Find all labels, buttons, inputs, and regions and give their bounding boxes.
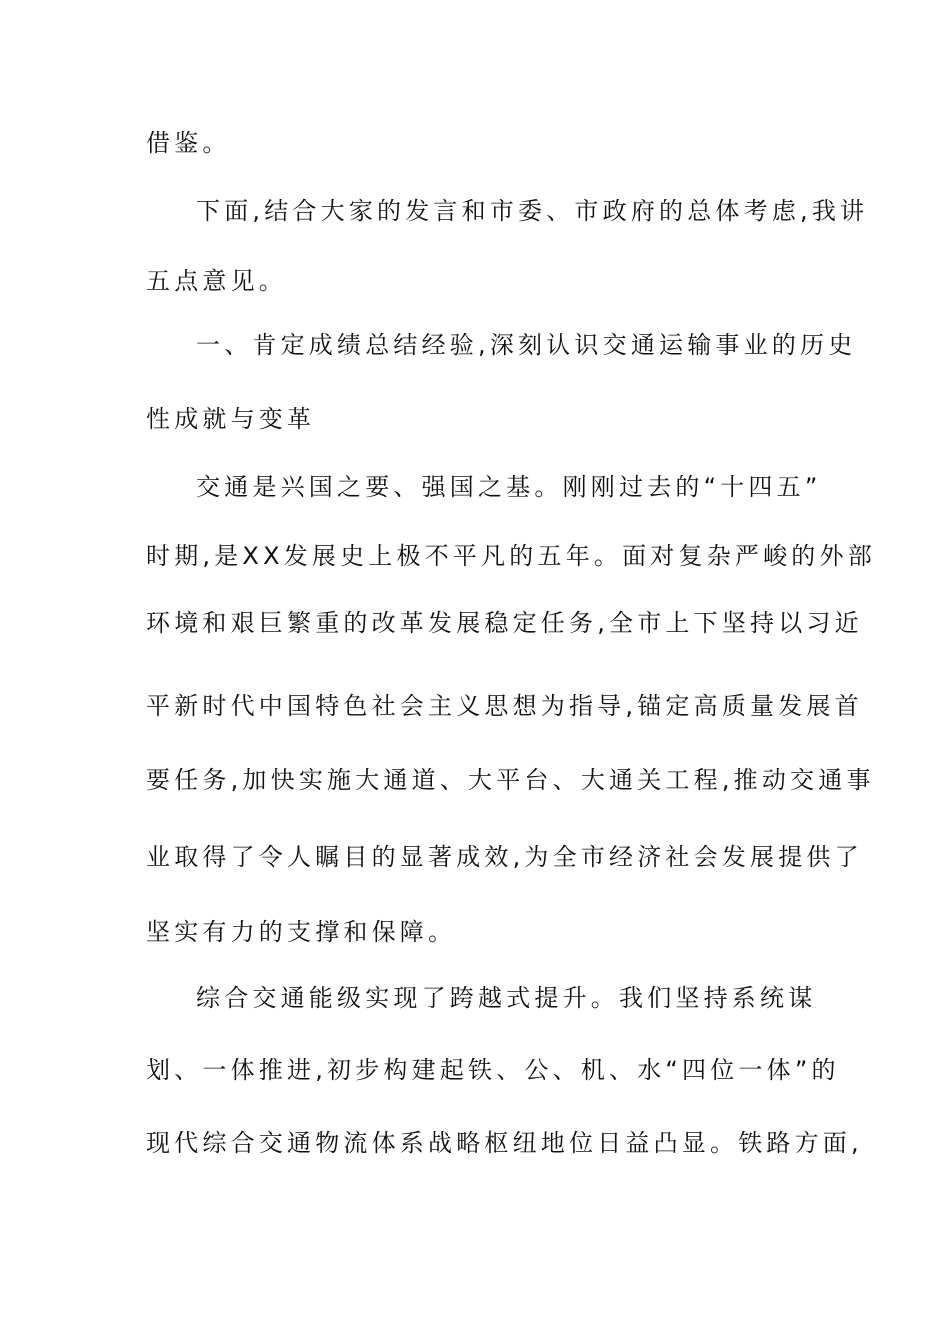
text-line: 划、一体推进,初步构建起铁、公、机、水“四位一体”的 bbox=[146, 1056, 840, 1084]
text-line: 现代综合交通物流体系战略枢纽地位日益凸显。铁路方面, bbox=[146, 1129, 863, 1157]
paragraph-start-line: 综合交通能级实现了跨越式提升。我们坚持系统谋 bbox=[196, 984, 817, 1012]
text-line: 业取得了令人瞩目的显著成效,为全市经济社会发展提供了 bbox=[146, 843, 863, 871]
paragraph-start-line: 下面,结合大家的发言和市委、市政府的总体考虑,我讲 bbox=[196, 197, 869, 225]
text-line: 时期,是XX发展史上极不平凡的五年。面对复杂严峻的外部 bbox=[146, 542, 876, 570]
section-heading-line: 性成就与变革 bbox=[146, 405, 316, 433]
section-heading-line: 一、肯定成绩总结经验,深刻认识交通运输事业的历史 bbox=[196, 331, 857, 359]
paragraph-start-line: 交通是兴国之要、强国之基。刚刚过去的“十四五” bbox=[196, 473, 822, 501]
text-line: 借鉴。 bbox=[146, 129, 231, 157]
text-line: 要任务,加快实施大通道、大平台、大通关工程,推动交通事 bbox=[146, 766, 875, 794]
text-line: 平新时代中国特色社会主义思想为指导,锚定高质量发展首 bbox=[146, 692, 863, 720]
text-line: 环境和艰巨繁重的改革发展稳定任务,全市上下坚持以习近 bbox=[146, 609, 863, 637]
text-line: 坚实有力的支撑和保障。 bbox=[146, 918, 457, 946]
text-line: 五点意见。 bbox=[146, 267, 287, 295]
